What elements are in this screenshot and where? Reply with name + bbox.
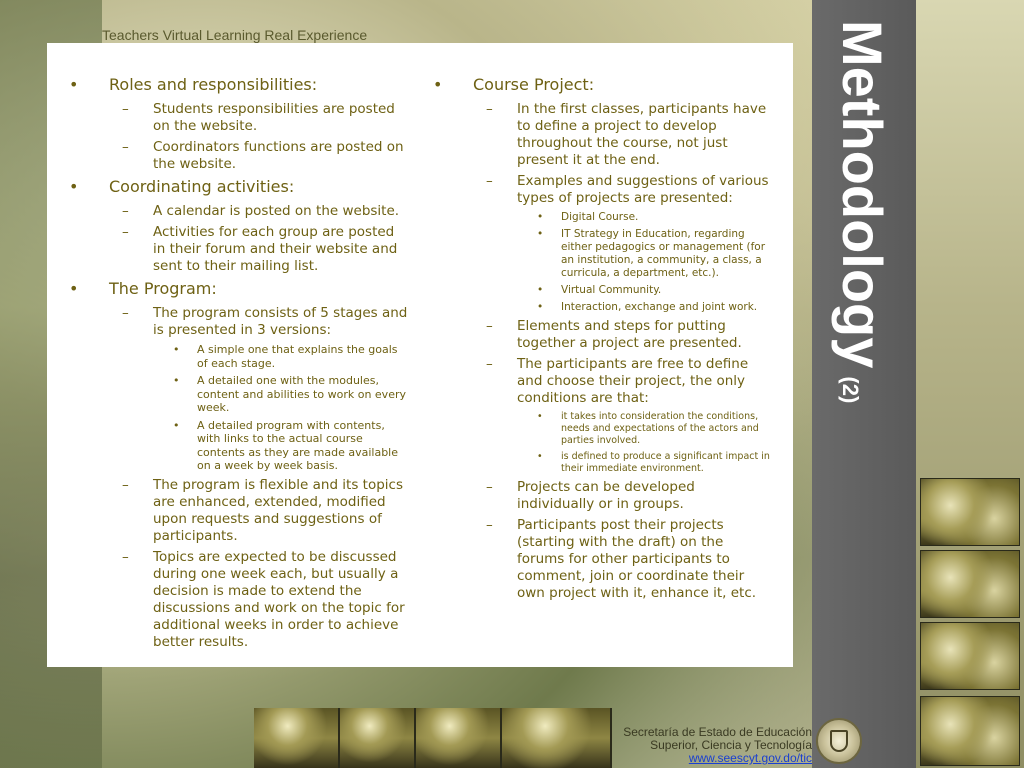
program-versions: [69, 343, 409, 473]
list-item: • Interaction, exchange and joint work.: [537, 301, 758, 313]
list-item: – The program consists of 5 stages and is presented in 3 versions:: [122, 305, 408, 338]
list-item: – Topics are expected to be discussed during one week each, but usually a decision is made to extend the discussions and work on the topic for additional weeks in order to achieve better results.: [122, 548, 405, 650]
classroom-photo: [920, 550, 1020, 618]
left-column: [69, 43, 409, 655]
footer-credit: [623, 726, 812, 765]
roles-sublist: [69, 101, 409, 173]
list-item: • A detailed program with contents, with links to the actual course contents as they are made available on a week by week basis.: [173, 418, 399, 472]
list-item: – Coordinators functions are posted on the website.: [122, 139, 404, 172]
list-item: – In the first classes, participants have to define a project to develop throughout the course, not just present it at the end.: [486, 101, 767, 168]
right-column: [433, 43, 773, 606]
presentation-header: Teachers Virtual Learning Real Experience: [102, 27, 368, 43]
slide-title-suffix: (2): [838, 376, 863, 404]
bullet-coordinating: [69, 177, 409, 197]
list-item: – A calendar is posted on the website.: [122, 203, 400, 219]
footer-line: Superior, Ciencia y Tecnología: [650, 738, 812, 752]
footer-line: Secretaría de Estado de Educación: [623, 725, 812, 739]
classroom-photo: [416, 708, 502, 768]
list-item: – The participants are free to define and choose their project, the only conditions are that:: [486, 356, 749, 406]
list-item: • Virtual Community.: [537, 284, 662, 296]
list-item: – Elements and steps for putting together a project are presented.: [486, 318, 742, 351]
bullet-course-project: [433, 75, 773, 95]
bullet-label: Coordinating activities:: [109, 177, 295, 196]
list-item: • it takes into consideration the conditions, needs and expectations of the actors and parties involved.: [537, 411, 759, 446]
project-types: [433, 211, 773, 314]
list-item: • Digital Course.: [537, 211, 639, 223]
list-item: • is defined to produce a significant impact in their immediate environment.: [537, 451, 770, 474]
list-item: – Examples and suggestions of various types of projects are presented:: [486, 173, 769, 206]
list-item: • IT Strategy in Education, regarding either pedagogics or management (for an institution, a community, a class, a curricula, a department, etc.).: [537, 228, 766, 279]
classroom-photo: [502, 708, 612, 768]
bullet-roles: [69, 75, 409, 95]
list-item: – The program is flexible and its topics are enhanced, extended, modified upon requests and suggestions of participants.: [122, 476, 404, 544]
list-item: – Participants post their projects (starting with the draft) on the forums for other participants to comment, join or coordinate their own project with it, enhance it, etc.: [486, 517, 757, 601]
slide-title-text: Methodology: [831, 20, 894, 369]
project-conditions: [433, 411, 773, 475]
bullet-program: [69, 279, 409, 299]
list-item: – Students responsibilities are posted on the website.: [122, 101, 395, 134]
list-item: – Activities for each group are posted in their forum and their website and sent to their mailing list.: [122, 224, 398, 274]
list-item: • A detailed one with the modules, content and abilities to work on every week.: [173, 374, 406, 414]
program-sublist: [69, 305, 409, 651]
list-item: • A simple one that explains the goals of each stage.: [173, 343, 398, 370]
coordinating-sublist: [69, 203, 409, 275]
slide-title: [812, 0, 916, 480]
classroom-photo: [920, 478, 1020, 546]
classroom-photo: [254, 708, 340, 768]
bullet-label: Course Project:: [473, 75, 595, 94]
slide-content: [47, 43, 793, 667]
government-seal-icon: [816, 718, 862, 764]
bullet-label: Roles and responsibilities:: [109, 75, 318, 94]
bottom-photo-strip: [254, 708, 612, 768]
classroom-photo: [920, 622, 1020, 690]
classroom-photo: [920, 696, 1020, 766]
list-item: – Projects can be developed individually or in groups.: [486, 479, 695, 512]
classroom-photo: [340, 708, 416, 768]
course-project-sublist: [433, 101, 773, 602]
footer-link[interactable]: www.seescyt.gov.do/tic: [688, 751, 812, 765]
bullet-label: The Program:: [109, 279, 217, 298]
